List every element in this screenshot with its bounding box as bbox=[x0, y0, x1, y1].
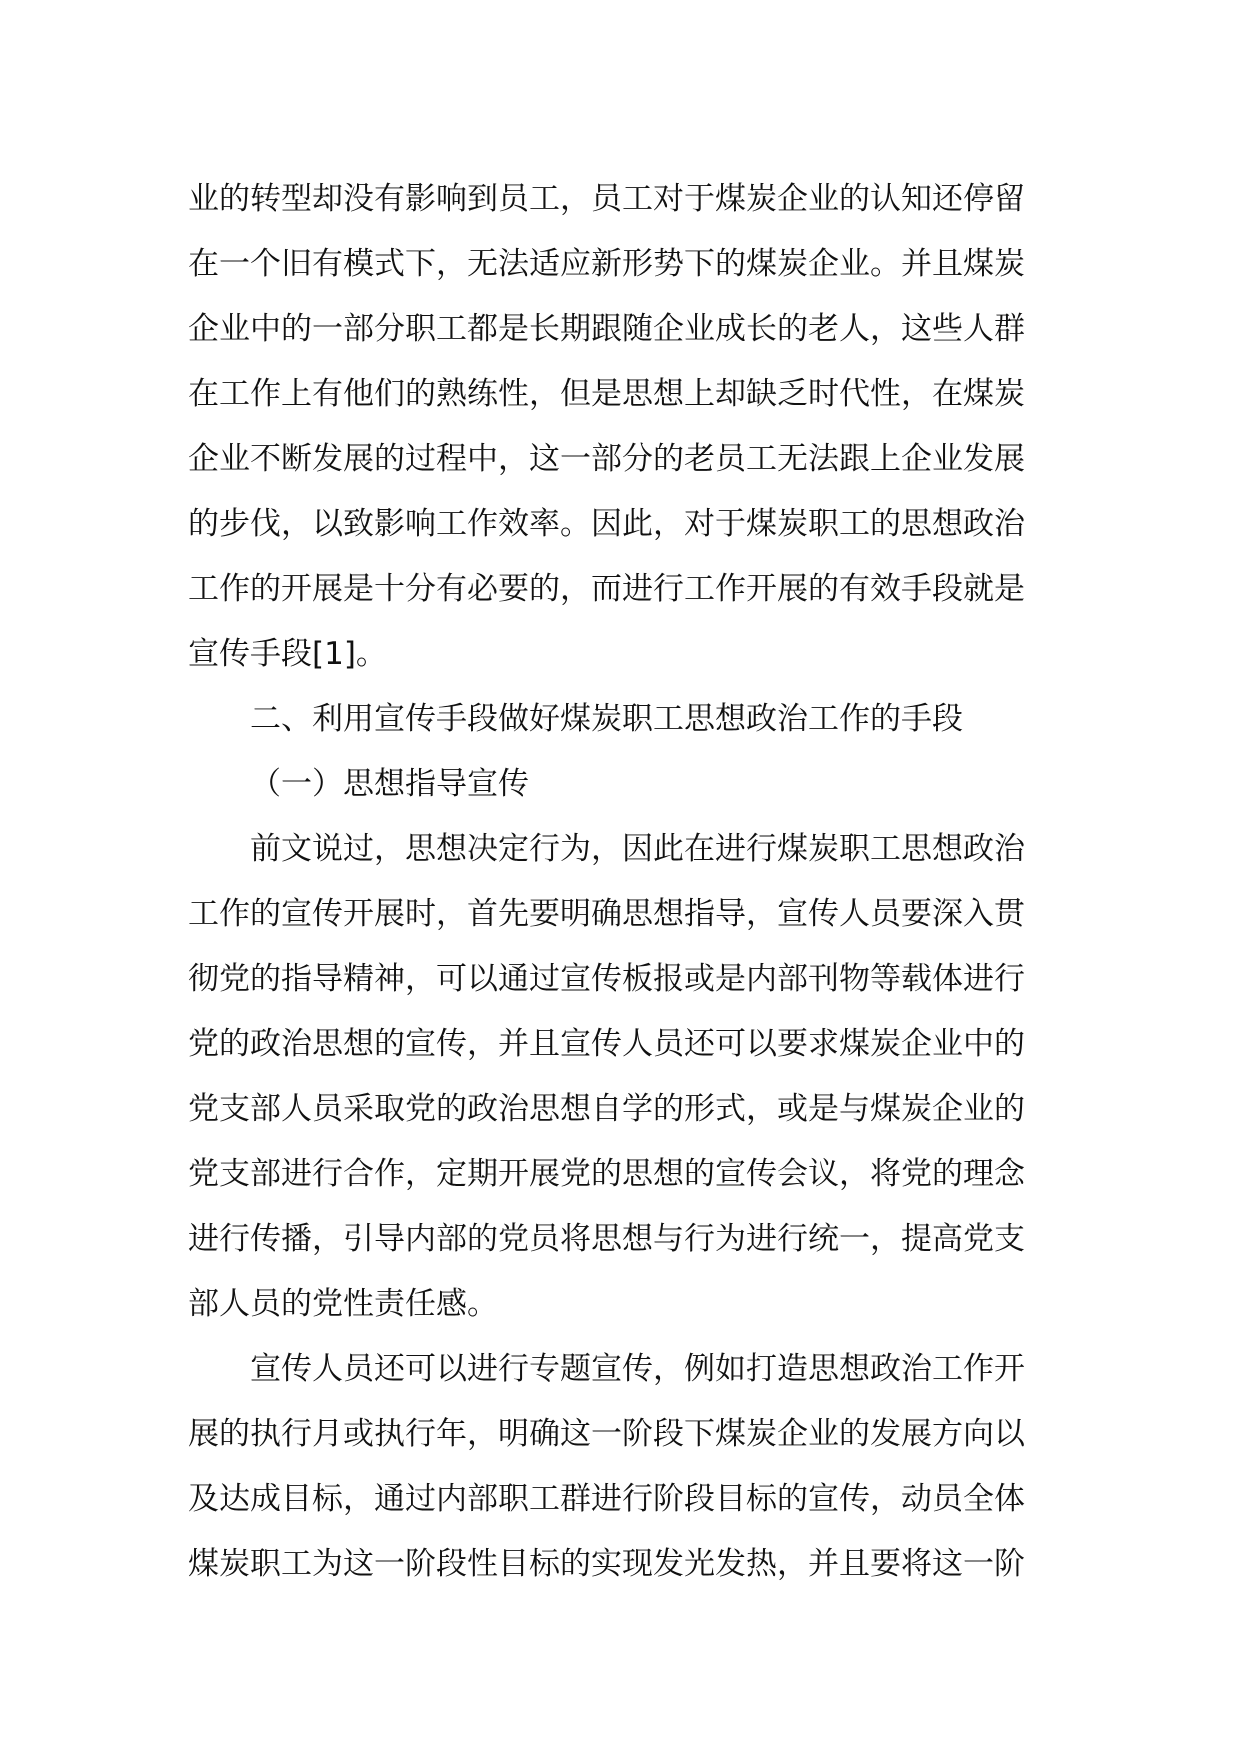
text-line: 宣传手段[1]。 bbox=[188, 636, 387, 672]
text-line: 党的政治思想的宣传，并且宣传人员还可以要求煤炭企业中的 bbox=[188, 1026, 1025, 1062]
text-line: 在工作上有他们的熟练性，但是思想上却缺乏时代性，在煤炭 bbox=[188, 376, 1025, 412]
body-text bbox=[188, 167, 1058, 1597]
text-line: 企业中的一部分职工都是长期跟随企业成长的老人，这些人群 bbox=[188, 311, 1025, 347]
text-line: 党支部人员采取党的政治思想自学的形式，或是与煤炭企业的 bbox=[188, 1091, 1025, 1127]
text-line: 彻党的指导精神，可以通过宣传板报或是内部刊物等载体进行 bbox=[188, 961, 1025, 997]
text-line: 部人员的党性责任感。 bbox=[188, 1286, 498, 1322]
text-line: 展的执行月或执行年，明确这一阶段下煤炭企业的发展方向以 bbox=[188, 1416, 1025, 1452]
text-line: 前文说过，思想决定行为，因此在进行煤炭职工思想政治 bbox=[250, 831, 1025, 867]
subsection-heading: （一）思想指导宣传 bbox=[250, 766, 529, 802]
text-line: 业的转型却没有影响到员工，员工对于煤炭企业的认知还停留 bbox=[188, 181, 1025, 217]
section-heading: 二、利用宣传手段做好煤炭职工思想政治工作的手段 bbox=[250, 701, 963, 737]
text-line: 宣传人员还可以进行专题宣传，例如打造思想政治工作开 bbox=[250, 1351, 1025, 1387]
text-line: 煤炭职工为这一阶段性目标的实现发光发热，并且要将这一阶 bbox=[188, 1546, 1025, 1582]
text-line: 工作的宣传开展时，首先要明确思想指导，宣传人员要深入贯 bbox=[188, 896, 1025, 932]
text-line: 工作的开展是十分有必要的，而进行工作开展的有效手段就是 bbox=[188, 571, 1025, 607]
text-line: 及达成目标，通过内部职工群进行阶段目标的宣传，动员全体 bbox=[188, 1481, 1025, 1517]
text-line: 党支部进行合作，定期开展党的思想的宣传会议，将党的理念 bbox=[188, 1156, 1025, 1192]
text-line: 的步伐，以致影响工作效率。因此，对于煤炭职工的思想政治 bbox=[188, 506, 1025, 542]
text-line: 进行传播，引导内部的党员将思想与行为进行统一，提高党支 bbox=[188, 1221, 1025, 1257]
text-line: 企业不断发展的过程中，这一部分的老员工无法跟上企业发展 bbox=[188, 441, 1025, 477]
text-line: 在一个旧有模式下，无法适应新形势下的煤炭企业。并且煤炭 bbox=[188, 246, 1025, 282]
